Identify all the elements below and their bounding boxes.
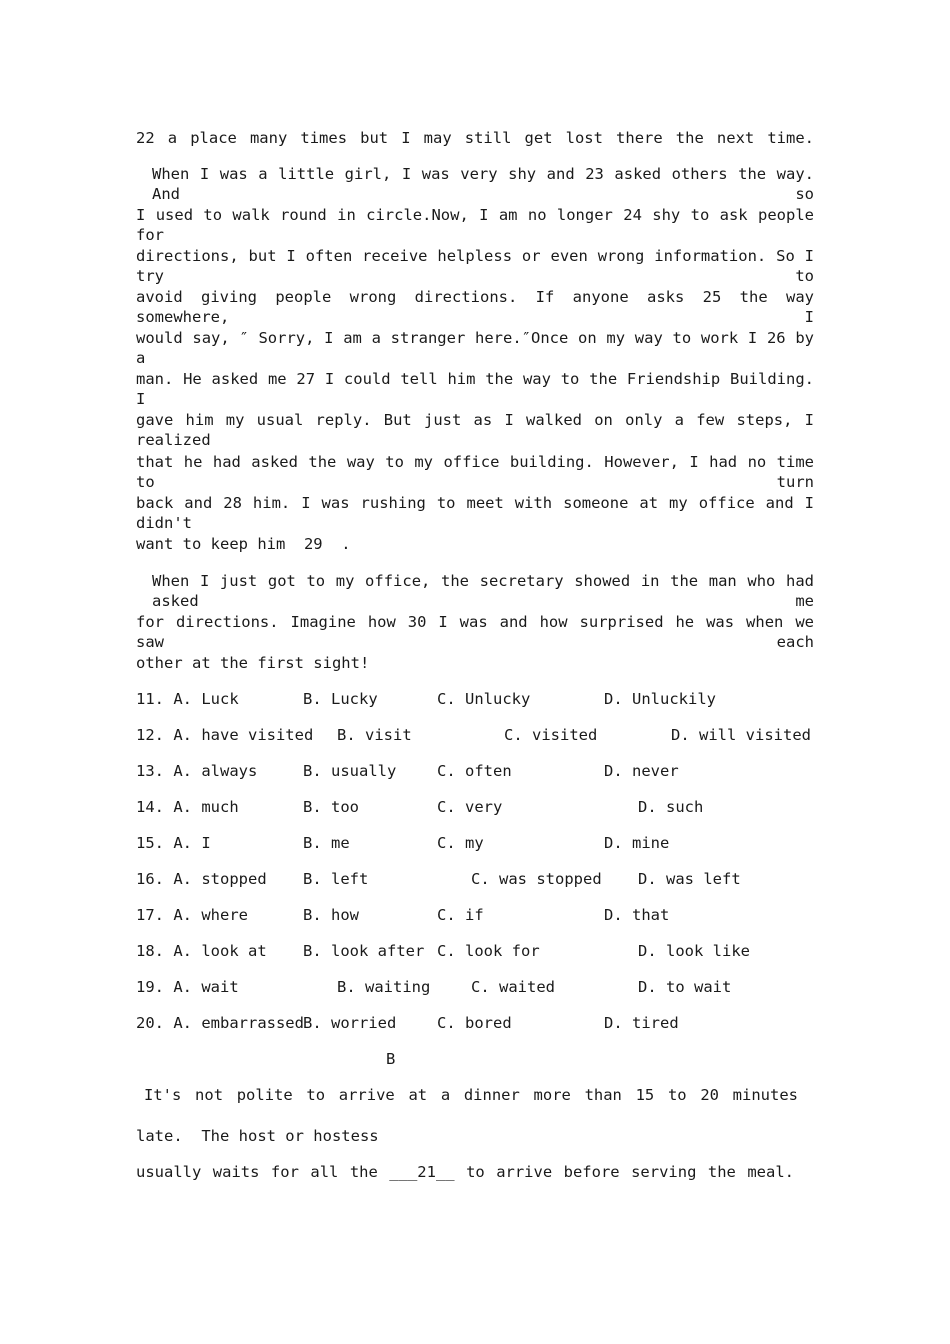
option-b: B. worried bbox=[303, 1014, 397, 1032]
option-num-a: 11. A. Luck bbox=[136, 690, 239, 708]
option-d: D. never bbox=[604, 762, 679, 780]
passage-line-3: I used to walk round in circle.Now, I am no longer 24 shy to ask people for bbox=[136, 206, 814, 244]
passage-line-14: other at the first sight! bbox=[136, 654, 370, 672]
option-d: D. such bbox=[638, 798, 704, 816]
option-b: B. left bbox=[303, 870, 369, 888]
option-row-16 bbox=[136, 869, 741, 889]
option-num-a: 14. A. much bbox=[136, 798, 239, 816]
option-c: C. was stopped bbox=[471, 870, 602, 888]
option-d: D. that bbox=[604, 906, 670, 924]
option-row-19 bbox=[136, 977, 732, 997]
option-row-18 bbox=[136, 941, 750, 961]
section-b-heading: B bbox=[386, 1050, 396, 1068]
passage-line-13: for directions. Imagine how 30 I was and how surprised he was when we saw each bbox=[136, 613, 814, 651]
option-b: B. visit bbox=[337, 726, 412, 744]
option-c: C. my bbox=[437, 834, 484, 852]
option-num-a: 19. A. wait bbox=[136, 978, 239, 996]
option-b: B. waiting bbox=[337, 978, 431, 996]
option-d: D. Unluckily bbox=[604, 690, 716, 708]
passage-line-5: avoid giving people wrong directions. If anyone asks 25 the way somewhere, I bbox=[136, 288, 814, 326]
option-d: D. will visited bbox=[671, 726, 811, 744]
option-c: C. visited bbox=[504, 726, 598, 744]
option-b: B. usually bbox=[303, 762, 397, 780]
option-row-11 bbox=[136, 689, 716, 709]
option-num-a: 13. A. always bbox=[136, 762, 258, 780]
option-d: D. mine bbox=[604, 834, 670, 852]
option-row-17 bbox=[136, 905, 670, 925]
passage-line-1: 22 a place many times but I may still get lost there the next time. bbox=[136, 129, 814, 147]
option-row-12 bbox=[136, 725, 811, 745]
passage-line-8: gave him my usual reply. But just as I walked on only a few steps, I realized bbox=[136, 411, 814, 449]
option-num-a: 18. A. look at bbox=[136, 942, 267, 960]
option-c: C. if bbox=[437, 906, 484, 924]
option-row-15 bbox=[136, 833, 670, 853]
passage-line-2: When I was a little girl, I was very shy and 23 asked others the way. And so bbox=[152, 165, 814, 203]
option-b: B. how bbox=[303, 906, 359, 924]
option-c: C. Unlucky bbox=[437, 690, 531, 708]
option-c: C. look for bbox=[437, 942, 540, 960]
option-row-14 bbox=[136, 797, 704, 817]
option-num-a: 15. A. I bbox=[136, 834, 211, 852]
option-c: C. bored bbox=[437, 1014, 512, 1032]
option-num-a: 17. A. where bbox=[136, 906, 248, 924]
option-b: B. look after bbox=[303, 942, 425, 960]
passage-line-6: would say, ″ Sorry, I am a stranger here.″Once on my way to work I 26 by a bbox=[136, 329, 814, 367]
option-row-13 bbox=[136, 761, 679, 781]
passage-line-4: directions, but I often receive helpless or even wrong information. So I try to bbox=[136, 247, 814, 285]
option-b: B. Lucky bbox=[303, 690, 378, 708]
option-d: D. tired bbox=[604, 1014, 679, 1032]
option-d: D. was left bbox=[638, 870, 741, 888]
passage-line-11: want to keep him 29 . bbox=[136, 535, 351, 553]
option-c: C. often bbox=[437, 762, 512, 780]
option-num-a: 20. A. embarrassed bbox=[136, 1014, 304, 1032]
option-num-a: 16. A. stopped bbox=[136, 870, 267, 888]
option-c: C. waited bbox=[471, 978, 555, 996]
option-num-a: 12. A. have visited bbox=[136, 726, 314, 744]
section-b-line-3: usually waits for all the ___21__ to arrive before serving the meal. bbox=[136, 1163, 794, 1181]
option-d: D. look like bbox=[638, 942, 750, 960]
option-c: C. very bbox=[437, 798, 503, 816]
option-row-20 bbox=[136, 1013, 679, 1033]
option-d: D. to wait bbox=[638, 978, 732, 996]
passage-line-7: man. He asked me 27 I could tell him the way to the Friendship Building. I bbox=[136, 370, 814, 408]
passage-line-12: When I just got to my office, the secretary showed in the man who had asked me bbox=[152, 572, 814, 610]
option-b: B. too bbox=[303, 798, 359, 816]
section-b-line-2: late. The host or hostess bbox=[136, 1127, 379, 1145]
passage-line-9: that he had asked the way to my office building. However, I had no time to turn bbox=[136, 453, 814, 491]
section-b-line-1: It's not polite to arrive at a dinner more than 15 to 20 minutes bbox=[144, 1086, 798, 1104]
passage-line-10: back and 28 him. I was rushing to meet with someone at my office and I didn't bbox=[136, 494, 814, 532]
option-b: B. me bbox=[303, 834, 350, 852]
